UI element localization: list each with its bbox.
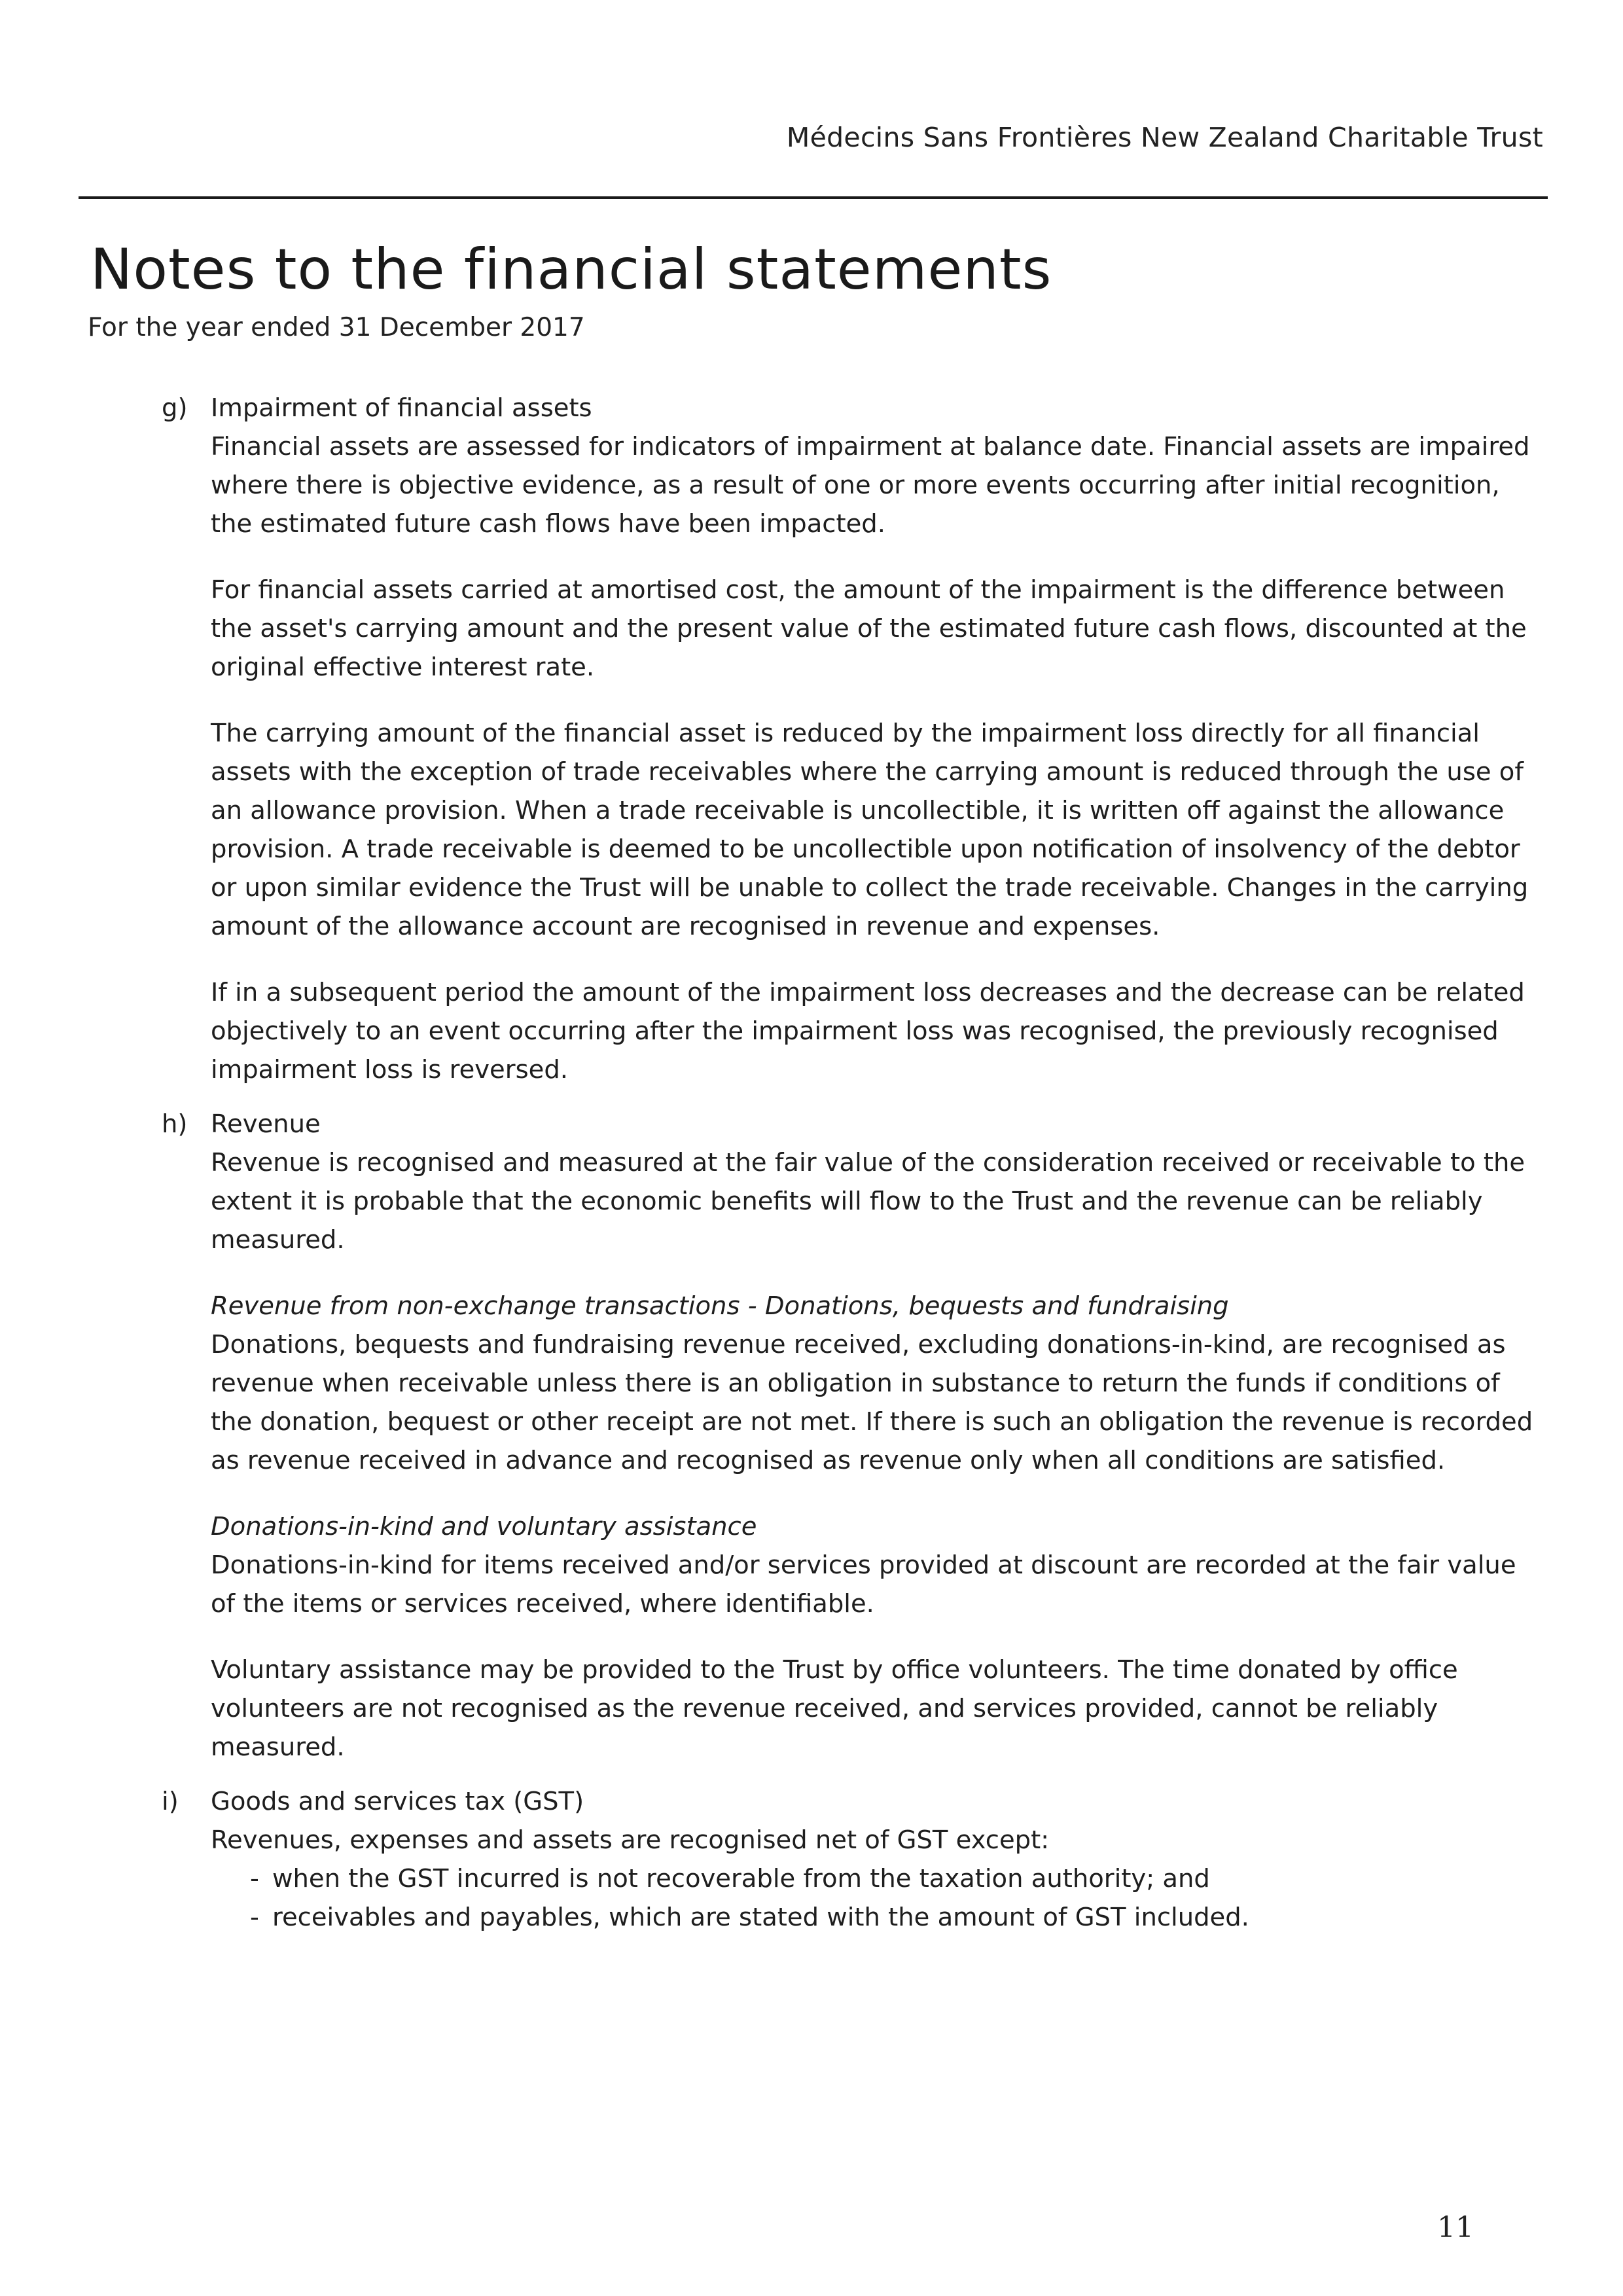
header-organisation: Médecins Sans Frontières New Zealand Charitable Trust xyxy=(786,122,1543,153)
section-letter: i) xyxy=(162,1787,179,1816)
notes-content xyxy=(162,389,1546,1937)
note-section-h xyxy=(162,1105,1546,1767)
dash-icon: - xyxy=(250,1864,259,1893)
section-letter: g) xyxy=(162,393,188,423)
section-letter: h) xyxy=(162,1109,188,1139)
paragraph: Donations, bequests and fundraising revenue received, excluding donations-in-kind, are recognised as revenue when receivable unless there is an obligation in substance to return the funds if conditions of the donation, bequest or other receipt are not met. If there is such an obligation the revenue is recorded as revenue received in advance and recognised as revenue only when all conditions are satisfied. xyxy=(211,1330,1533,1475)
paragraph: Voluntary assistance may be provided to the Trust by office volunteers. The time donated by office volunteers are not recognised as the revenue received, and services provided, cannot be reliably measured. xyxy=(211,1655,1458,1762)
page-subtitle: For the year ended 31 December 2017 xyxy=(88,313,585,342)
paragraph: Financial assets are assessed for indicators of impairment at balance date. Financial assets are impaired where there is objective evidence, as a result of one or more events occurring after initial recognition, the estimated future cash flows have been impacted. xyxy=(211,432,1530,539)
page-number: 11 xyxy=(1437,2211,1474,2244)
subsection-heading: Donations-in-kind and voluntary assistance xyxy=(211,1512,757,1541)
bullet-item xyxy=(250,1859,1546,1898)
section-heading: Revenue xyxy=(211,1109,321,1139)
page-title: Notes to the financial statements xyxy=(90,237,1052,302)
paragraph: Donations-in-kind for items received and/or services provided at discount are recorded at the fair value of the items or services received, where identifiable. xyxy=(211,1551,1516,1619)
bullet-text: when the GST incurred is not recoverable from the taxation authority; and xyxy=(272,1864,1210,1893)
paragraph: For financial assets carried at amortised cost, the amount of the impairment is the difference between the asset's carrying amount and the present value of the estimated future cash flows, discounted at the original effective interest rate. xyxy=(211,575,1527,682)
paragraph: Revenue is recognised and measured at the fair value of the consideration received or receivable to the extent it is probable that the economic benefits will flow to the Trust and the revenue can be reliably measured. xyxy=(211,1148,1525,1255)
bullet-text: receivables and payables, which are stated with the amount of GST included. xyxy=(272,1903,1249,1932)
bullet-item xyxy=(250,1898,1546,1937)
section-heading: Impairment of financial assets xyxy=(211,393,592,423)
bullet-list xyxy=(211,1859,1546,1937)
note-section-i xyxy=(162,1782,1546,1937)
paragraph: If in a subsequent period the amount of the impairment loss decreases and the decrease can be related objectively to an event occurring after the impairment loss was recognised, the previously recognised impairment loss is reversed. xyxy=(211,978,1525,1085)
header-divider xyxy=(79,196,1548,199)
subsection-heading: Revenue from non-exchange transactions - Donations, bequests and fundraising xyxy=(211,1291,1229,1321)
paragraph: Revenues, expenses and assets are recognised net of GST except: xyxy=(211,1825,1050,1855)
note-section-g xyxy=(162,389,1546,1089)
section-heading: Goods and services tax (GST) xyxy=(211,1787,584,1816)
dash-icon: - xyxy=(250,1903,259,1932)
paragraph: The carrying amount of the financial asset is reduced by the impairment loss directly for all financial assets with the exception of trade receivables where the carrying amount is reduced through the use of an allowance provision. When a trade receivable is uncollectible, it is written off against the allowance provision. A trade receivable is deemed to be uncollectible upon notification of insolvency of the debtor or upon similar evidence the Trust will be unable to collect the trade receivable. Changes in the carrying amount of the allowance account are recognised in revenue and expenses. xyxy=(211,719,1529,941)
